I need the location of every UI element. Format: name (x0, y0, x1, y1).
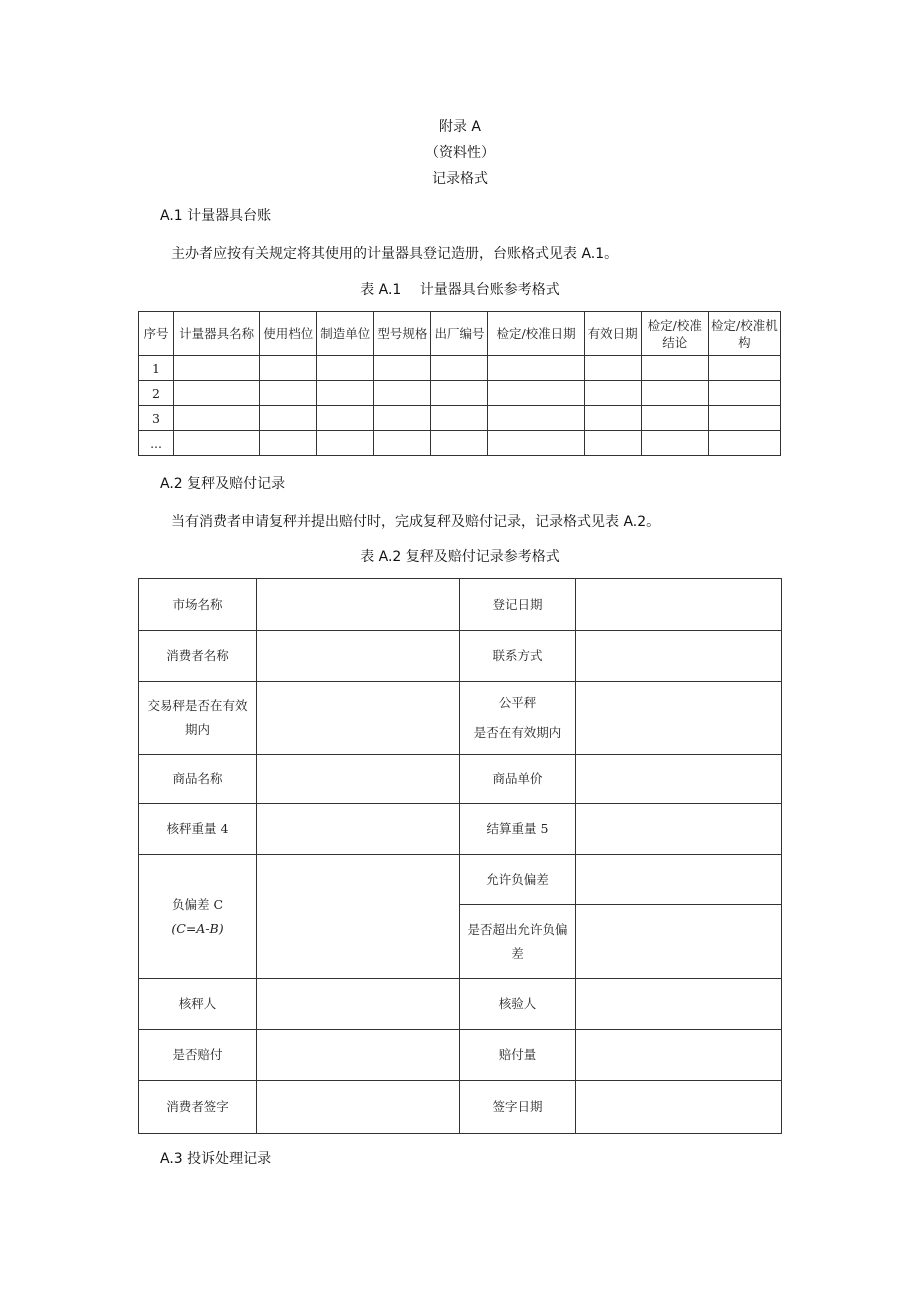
label-consumer-signature: 消费者签字 (139, 1081, 257, 1134)
value-goods-name (257, 755, 460, 804)
row-index: 3 (139, 406, 174, 431)
table-row (139, 431, 781, 456)
value-compensated (257, 1030, 460, 1081)
fair-scale-text: 公平秤 (498, 695, 537, 710)
label-fair-scale (460, 682, 576, 755)
label-trade-scale-valid: 交易秤是否在有效期内 (139, 682, 257, 755)
label-exceed-allowed: 是否超出允许负偏差 (460, 905, 576, 979)
label-check-weight: 核秤重量 4 (139, 804, 257, 855)
appendix-title: 附录 A (438, 119, 482, 135)
value-trade-scale-valid (257, 682, 460, 755)
table-a1-header-cell: 计量器具名称 (174, 312, 260, 356)
label-verifier: 核验人 (460, 979, 576, 1030)
table-a1-header-cell: 制造单位 (317, 312, 374, 356)
row-index: 2 (139, 381, 174, 406)
section-a1-paragraph: 主办者应按有关规定将其使用的计量器具登记造册，台账格式见表 A.1。 (171, 246, 619, 262)
value-compensation-amount (576, 1030, 782, 1081)
value-neg-deviation (257, 855, 460, 979)
row-index: 1 (139, 356, 174, 381)
table-a1-caption: 表 A.1 计量器具台账参考格式 (360, 282, 560, 298)
value-consumer-name (257, 631, 460, 682)
row-index: ... (139, 431, 174, 456)
label-market-name: 市场名称 (139, 579, 257, 631)
table-a1-header-cell: 型号规格 (374, 312, 431, 356)
neg-deviation-text: 负偏差 C (171, 896, 224, 912)
neg-deviation-formula: (C=A-B) (171, 920, 224, 936)
value-fair-scale (576, 682, 782, 755)
appendix-nature: （资料性） (425, 145, 495, 161)
table-a1-header-cell: 有效日期 (584, 312, 641, 356)
table-row (139, 406, 781, 431)
value-check-weight (257, 804, 460, 855)
value-consumer-signature (257, 1081, 460, 1134)
label-checker: 核秤人 (139, 979, 257, 1030)
table-row (139, 381, 781, 406)
table-a2-caption: 表 A.2 复秤及赔付记录参考格式 (360, 549, 560, 565)
value-settle-weight (576, 804, 782, 855)
table-a1-header-cell: 检定/校准日期 (488, 312, 584, 356)
label-compensation-amount: 赔付量 (460, 1030, 576, 1081)
label-neg-deviation (139, 855, 257, 979)
section-a3-heading: A.3 投诉处理记录 (160, 1151, 272, 1167)
fair-scale-valid-text: 是否在有效期内 (473, 725, 562, 740)
table-a2 (138, 578, 782, 1134)
value-market-name (257, 579, 460, 631)
table-a1 (138, 311, 781, 456)
table-a1-header-cell: 检定/校准结论 (641, 312, 708, 356)
table-row (139, 356, 781, 381)
section-a1-heading: A.1 计量器具台账 (160, 208, 272, 224)
label-compensated: 是否赔付 (139, 1030, 257, 1081)
value-exceed-allowed (576, 905, 782, 979)
label-signature-date: 签字日期 (460, 1081, 576, 1134)
label-allowed-neg-dev: 允许负偏差 (460, 855, 576, 905)
table-a1-header-cell: 出厂编号 (431, 312, 488, 356)
value-verifier (576, 979, 782, 1030)
label-contact: 联系方式 (460, 631, 576, 682)
value-contact (576, 631, 782, 682)
label-register-date: 登记日期 (460, 579, 576, 631)
section-a2-heading: A.2 复秤及赔付记录 (160, 476, 286, 492)
value-allowed-neg-dev (576, 855, 782, 905)
label-unit-price: 商品单价 (460, 755, 576, 804)
value-checker (257, 979, 460, 1030)
label-consumer-name: 消费者名称 (139, 631, 257, 682)
table-a1-header-cell: 使用档位 (260, 312, 317, 356)
table-a1-header-row (139, 312, 781, 356)
value-register-date (576, 579, 782, 631)
value-unit-price (576, 755, 782, 804)
label-settle-weight: 结算重量 5 (460, 804, 576, 855)
value-signature-date (576, 1081, 782, 1134)
table-a1-header-cell: 检定/校准机构 (708, 312, 780, 356)
appendix-subtitle: 记录格式 (432, 171, 488, 187)
section-a2-paragraph: 当有消费者申请复秤并提出赔付时，完成复秤及赔付记录，记录格式见表 A.2。 (171, 514, 661, 530)
label-goods-name: 商品名称 (139, 755, 257, 804)
table-a1-header-cell: 序号 (139, 312, 174, 356)
